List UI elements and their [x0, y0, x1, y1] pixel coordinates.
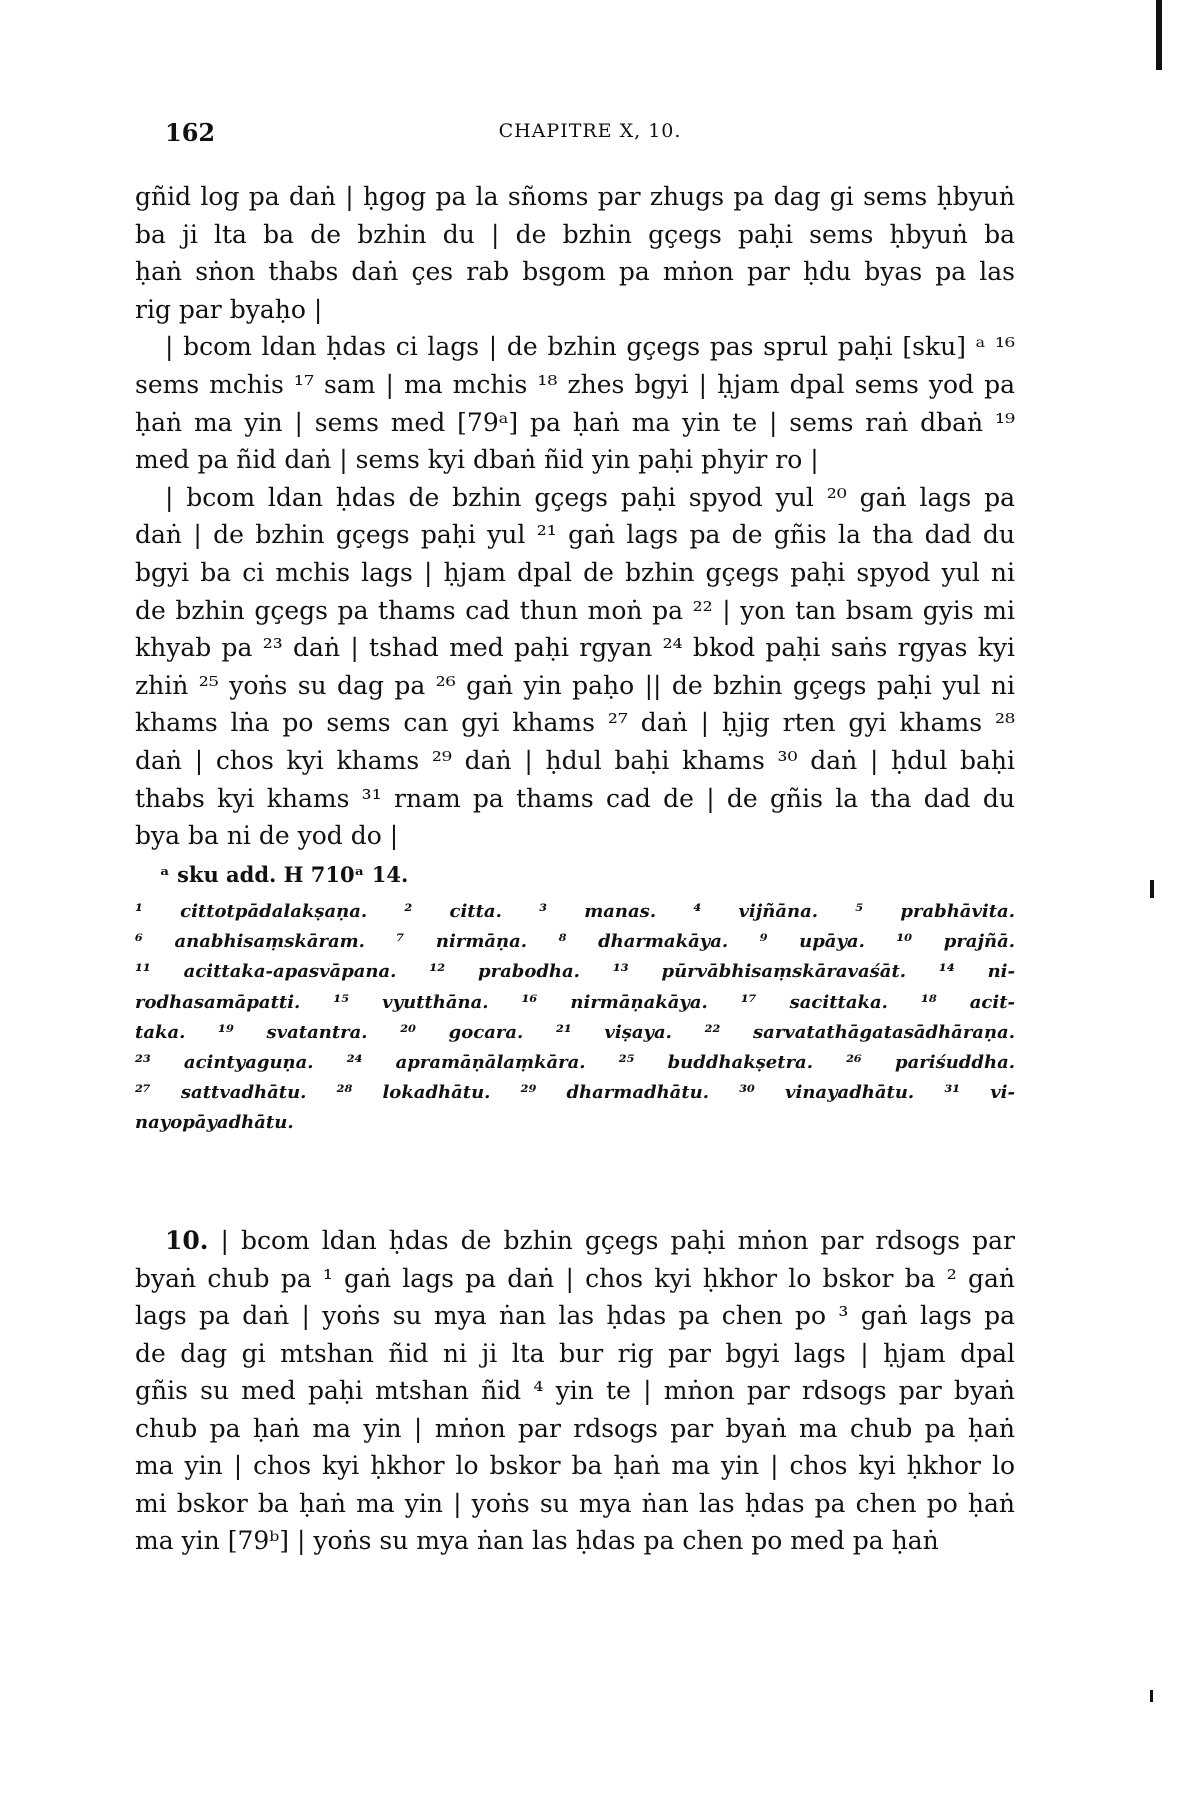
- text-line: ḥaṅ sṅon thabs daṅ çes rab bsgom pa mṅon par ḥdu byas pa las: [135, 257, 1015, 287]
- text-line: gñid log pa daṅ | ḥgog pa la sñoms par zhugs pa dag gi sems ḥbyuṅ: [135, 182, 1015, 211]
- footnote-line: ²⁷ sattvadhātu. ²⁸ lokadhātu. ²⁹ dharmadhātu. ³⁰ vinayadhātu. ³¹ vi-: [135, 1082, 1015, 1104]
- footnote-line: nayopāyadhātu.: [135, 1112, 294, 1134]
- text-line: rig par byaḥo |: [135, 294, 323, 324]
- text-line: chub pa ḥaṅ ma yin | mṅon par rdsogs par byaṅ ma chub pa ḥaṅ: [135, 1413, 1015, 1443]
- text-line: ma yin | chos kyi ḥkhor lo bskor ba ḥaṅ ma yin | chos kyi ḥkhor lo: [135, 1451, 1015, 1480]
- text-line: khams lṅa po sems can gyi khams ²⁷ daṅ | ḥjig rten gyi khams ²⁸: [135, 708, 1015, 738]
- main-text-block: [135, 178, 1015, 855]
- text-line: bgyi ba ci mchis lags | ḥjam dpal de bzhin gçegs paḥi spyod yul ni: [135, 557, 1015, 587]
- footnotes-block: [135, 897, 1015, 1139]
- scan-edge-mark: [1150, 880, 1154, 898]
- text-line: lags pa daṅ | yoṅs su mya ṅan las ḥdas pa chen po ³ gaṅ lags pa: [135, 1301, 1015, 1330]
- text-line: bya ba ni de yod do |: [135, 821, 399, 851]
- text-line: gñis su med paḥi mtshan ñid ⁴ yin te | mṅon par rdsogs par byaṅ: [135, 1376, 1015, 1405]
- text-line: mi bskor ba ḥaṅ ma yin | yoṅs su mya ṅan las ḥdas pa chen po ḥaṅ: [135, 1488, 1015, 1518]
- footnote-line: taka. ¹⁹ svatantra. ²⁰ gocara. ²¹ viṣaya. ²² sarvatathāgatasādhāraṇa.: [135, 1021, 1015, 1043]
- text-line: thabs kyi khams ³¹ rnam pa thams cad de | de gñis la tha dad du: [135, 783, 1015, 813]
- text-line: de dag gi mtshan ñid ni ji lta bur rig par bgyi lags | ḥjam dpal: [135, 1338, 1015, 1368]
- text-line: med pa ñid daṅ | sems kyi dbaṅ ñid yin paḥi phyir ro |: [135, 445, 819, 475]
- text-line: byaṅ chub pa ¹ gaṅ lags pa daṅ | chos kyi ḥkhor lo bskor ba ² gaṅ: [135, 1263, 1015, 1293]
- scan-edge-mark: [1150, 1690, 1153, 1702]
- text-line: de bzhin gçegs pa thams cad thun moṅ pa ²² | yon tan bsam gyis mi: [135, 595, 1015, 625]
- scan-edge-mark: [1156, 0, 1162, 70]
- section-first-line-text: | bcom ldan ḥdas de bzhin gçegs paḥi mṅon par rdsogs par: [220, 1226, 1015, 1255]
- footnote-line: ¹¹ acittaka-apasvāpana. ¹² prabodha. ¹³ pūrvābhisaṃskāravaśāt. ¹⁴ ni-: [135, 961, 1015, 983]
- text-line: | bcom ldan ḥdas de bzhin gçegs paḥi spyod yul ²⁰ gaṅ lags pa: [165, 482, 1015, 512]
- text-line: ba ji lta ba de bzhin du | de bzhin gçegs paḥi sems ḥbyuṅ ba: [135, 219, 1015, 249]
- page-header: [165, 118, 1015, 158]
- text-line: daṅ | de bzhin gçegs paḥi yul ²¹ gaṅ lags pa de gñis la tha dad du: [135, 520, 1015, 550]
- footnote-line: rodhasamāpatti. ¹⁵ vyutthāna. ¹⁶ nirmāṇakāya. ¹⁷ sacittaka. ¹⁸ acit-: [135, 991, 1015, 1013]
- running-title: CHAPITRE X, 10.: [498, 120, 682, 142]
- section-first-line: [135, 1222, 1015, 1260]
- text-line: ma yin [79ᵇ] | yoṅs su mya ṅan las ḥdas pa chen po med pa ḥaṅ: [135, 1526, 939, 1555]
- section-10: [135, 1222, 1015, 1560]
- addition-note: ᵃ sku add. H 710ᵃ 14.: [160, 862, 409, 887]
- footnote-line: ²³ acintyaguṇa. ²⁴ apramāṇālaṃkāra. ²⁵ buddhakṣetra. ²⁶ pariśuddha.: [135, 1051, 1015, 1073]
- footnote-line: ¹ cittotpādalakṣaṇa. ² citta. ³ manas. ⁴ vijñāna. ⁵ prabhāvita.: [135, 901, 1015, 922]
- text-line: ḥaṅ ma yin | sems med [79ᵃ] pa ḥaṅ ma yin te | sems raṅ dbaṅ ¹⁹: [135, 407, 1015, 437]
- section-number: 10.: [165, 1226, 209, 1255]
- text-line: khyab pa ²³ daṅ | tshad med paḥi rgyan ²⁴ bkod paḥi saṅs rgyas kyi: [135, 633, 1015, 663]
- text-line: daṅ | chos kyi khams ²⁹ daṅ | ḥdul baḥi khams ³⁰ daṅ | ḥdul baḥi: [135, 745, 1015, 775]
- page-number: 162: [165, 118, 216, 147]
- text-line: sems mchis ¹⁷ sam | ma mchis ¹⁸ zhes bgyi | ḥjam dpal sems yod pa: [135, 369, 1015, 399]
- text-line: zhiṅ ²⁵ yoṅs su dag pa ²⁶ gaṅ yin paḥo || de bzhin gçegs paḥi yul ni: [135, 670, 1015, 700]
- text-line: | bcom ldan ḥdas ci lags | de bzhin gçegs pas sprul paḥi [sku] ᵃ ¹⁶: [165, 332, 1015, 362]
- footnote-line: ⁶ anabhisaṃskāram. ⁷ nirmāṇa. ⁸ dharmakāya. ⁹ upāya. ¹⁰ prajñā.: [135, 931, 1015, 953]
